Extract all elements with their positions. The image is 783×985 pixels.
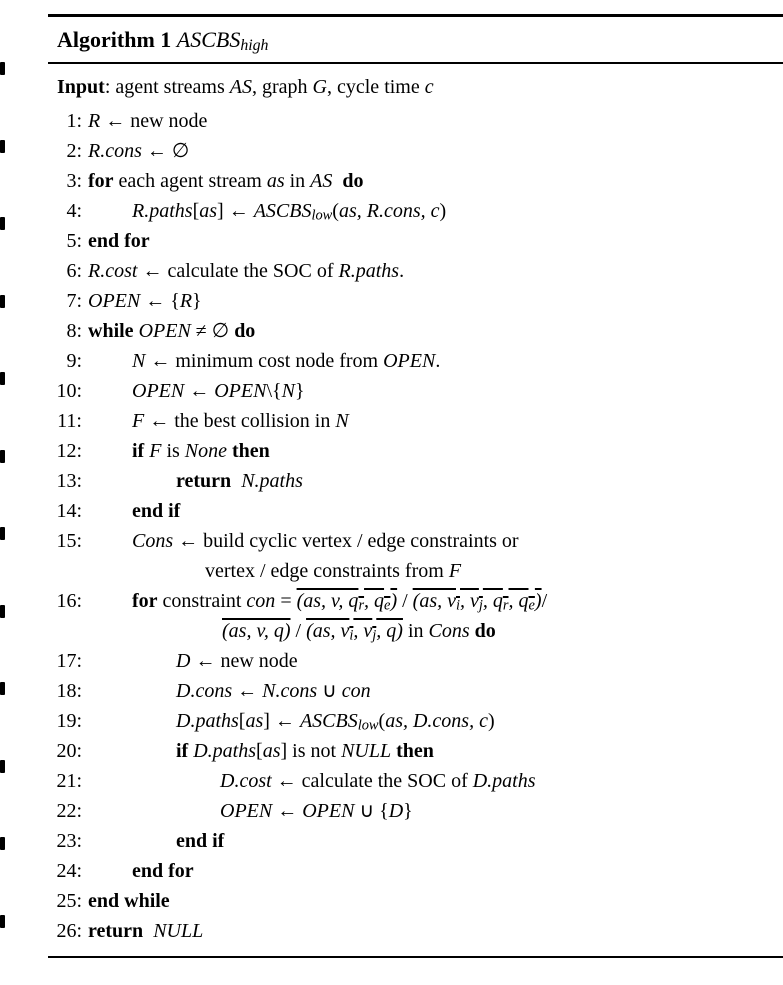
- text-segment: (as, v: [412, 590, 456, 612]
- text-segment: (as, v, q): [222, 620, 291, 642]
- text-segment: as: [199, 200, 218, 222]
- algorithm-line: [0, 766, 783, 796]
- line-content: [82, 830, 224, 852]
- text-segment: if: [132, 440, 150, 462]
- edge-glyph-fragment: [0, 915, 5, 928]
- text-segment: OPEN: [132, 380, 185, 402]
- text-segment: F: [448, 560, 462, 582]
- text-segment: NULL: [153, 920, 204, 942]
- line-number: 15:: [56, 530, 82, 552]
- text-segment: /: [397, 590, 413, 612]
- line-number: 12:: [56, 440, 82, 462]
- line-number: 26:: [56, 920, 82, 942]
- line-number: 6:: [66, 260, 82, 282]
- text-segment: Cons: [428, 620, 470, 642]
- text-segment: /: [541, 590, 548, 612]
- line-number: 17:: [56, 650, 82, 672]
- bottom-rule: [48, 956, 783, 958]
- text-segment: ← new node: [190, 650, 298, 672]
- algorithm-line: [0, 796, 783, 826]
- line-number: 20:: [56, 740, 82, 762]
- text-segment: ∪ {: [354, 800, 389, 822]
- text-segment: ← build cyclic vertex / edge constraints or: [173, 530, 519, 552]
- text-segment: e: [384, 597, 391, 614]
- line-content: [82, 590, 547, 612]
- text-segment: =: [275, 590, 297, 612]
- line-number: 21:: [56, 770, 82, 792]
- text-segment: low: [311, 207, 333, 224]
- edge-glyph-fragment: [0, 760, 5, 773]
- algorithm-line: [0, 376, 783, 406]
- text-segment: end if: [132, 500, 181, 522]
- algorithm-line: [0, 736, 783, 766]
- text-segment: ← new node: [100, 110, 208, 132]
- text-segment: ): [390, 590, 398, 612]
- line-content: [82, 200, 446, 222]
- text-segment: [: [238, 710, 246, 732]
- text-segment: ←: [272, 800, 303, 822]
- line-content: [82, 800, 413, 822]
- text-segment: as, D.cons, c: [385, 710, 488, 732]
- text-segment: .: [435, 350, 441, 372]
- text-segment: R: [88, 110, 101, 132]
- line-content: [82, 110, 207, 132]
- algorithm-line: [0, 166, 783, 196]
- text-segment: [143, 920, 153, 942]
- text-segment: (: [332, 200, 339, 222]
- line-number: 7:: [66, 290, 82, 312]
- line-content: [82, 530, 519, 552]
- text-segment: ASCBS: [176, 27, 241, 52]
- text-segment: R.paths: [338, 260, 400, 282]
- text-segment: constraint: [157, 590, 247, 612]
- algorithm-title: [48, 23, 783, 57]
- text-segment: , q): [376, 620, 403, 642]
- line-number: 16:: [56, 590, 82, 612]
- text-segment: ] ←: [217, 200, 254, 222]
- line-number: 9:: [66, 350, 82, 372]
- overlined-math-group: [222, 620, 291, 642]
- text-segment: j: [478, 597, 483, 614]
- text-segment: ← calculate the SOC of: [137, 260, 339, 282]
- text-segment: end while: [88, 890, 170, 912]
- algorithm-line: [0, 646, 783, 676]
- text-segment: return: [88, 920, 144, 942]
- overlined-math-group: [413, 590, 542, 612]
- text-segment: , cycle time: [327, 76, 425, 98]
- text-segment: Input: [57, 76, 105, 98]
- text-segment: con: [341, 680, 371, 702]
- line-content: [82, 560, 461, 582]
- text-segment: Cons: [132, 530, 174, 552]
- text-segment: D.cost: [220, 770, 272, 792]
- text-segment: }: [192, 290, 202, 312]
- text-segment: G: [312, 76, 327, 98]
- algorithm-line: [0, 316, 783, 346]
- text-segment: N: [281, 380, 295, 402]
- text-segment: OPEN: [302, 800, 355, 822]
- text-segment: N: [132, 350, 146, 372]
- text-segment: D.paths: [176, 710, 239, 732]
- line-content: [82, 650, 298, 672]
- line-content: [82, 140, 189, 162]
- algorithm-line-continuation: [0, 616, 783, 646]
- algorithm-line: [0, 286, 783, 316]
- line-content: [82, 350, 440, 372]
- text-segment: .: [399, 260, 405, 282]
- text-segment: c: [424, 76, 434, 98]
- text-segment: do: [342, 170, 364, 192]
- text-segment: ← minimum cost node from: [145, 350, 384, 372]
- text-segment: as, R.cons, c: [338, 200, 440, 222]
- algorithm-line: [0, 496, 783, 526]
- text-segment: end for: [132, 860, 194, 882]
- algorithm-line: [0, 346, 783, 376]
- line-content: [82, 680, 371, 702]
- line-content: [82, 440, 270, 462]
- text-segment: OPEN: [88, 290, 141, 312]
- text-segment: \{: [266, 380, 282, 402]
- text-segment: N.paths: [241, 470, 303, 492]
- text-segment: end for: [88, 230, 150, 252]
- text-segment: ≠ ∅: [190, 320, 235, 342]
- text-segment: ←: [232, 680, 263, 702]
- text-segment: }: [403, 800, 413, 822]
- text-segment: high: [240, 36, 269, 54]
- algorithm-line: [0, 466, 783, 496]
- algorithm-line-continuation: [0, 556, 783, 586]
- text-segment: None: [184, 440, 227, 462]
- text-segment: F: [149, 440, 162, 462]
- text-segment: ): [534, 590, 542, 612]
- text-segment: D: [388, 800, 404, 822]
- text-segment: as: [245, 710, 264, 732]
- text-segment: as: [262, 740, 281, 762]
- text-segment: each agent stream: [113, 170, 267, 192]
- algorithm-line: [0, 706, 783, 736]
- text-segment: then: [232, 440, 270, 462]
- line-number: 25:: [56, 890, 82, 912]
- algorithm-line: [0, 196, 783, 226]
- title-rule: [48, 62, 783, 64]
- text-segment: , q: [364, 590, 385, 612]
- text-segment: then: [396, 740, 434, 762]
- algorithm-line: [0, 106, 783, 136]
- line-number: 13:: [56, 470, 82, 492]
- line-content: [82, 890, 170, 912]
- edge-glyph-fragment: [0, 450, 5, 463]
- edge-glyph-fragment: [0, 62, 5, 75]
- text-segment: , q: [482, 590, 503, 612]
- line-number: 23:: [56, 830, 82, 852]
- overlined-math-group: [306, 620, 403, 642]
- line-content: [82, 710, 495, 732]
- text-segment: if: [176, 740, 194, 762]
- edge-glyph-fragment: [0, 527, 5, 540]
- line-number: 5:: [66, 230, 82, 252]
- line-number: 1:: [66, 110, 82, 132]
- text-segment: [332, 170, 342, 192]
- text-segment: OPEN: [220, 800, 273, 822]
- text-segment: Algorithm 1: [57, 27, 177, 52]
- text-segment: , q: [508, 590, 529, 612]
- text-segment: ← ∅: [141, 140, 190, 162]
- text-segment: e: [528, 597, 535, 614]
- text-segment: : agent streams: [104, 76, 230, 98]
- text-segment: /: [290, 620, 307, 642]
- line-content: [82, 500, 180, 522]
- text-segment: end if: [176, 830, 225, 852]
- text-segment: AS: [310, 170, 333, 192]
- algorithm-line: [0, 916, 783, 946]
- text-segment: , v: [353, 620, 373, 642]
- line-content: [82, 380, 305, 402]
- line-content: [82, 920, 203, 942]
- line-content: [82, 170, 364, 192]
- line-number: 10:: [56, 380, 82, 402]
- algorithm-line: [0, 436, 783, 466]
- text-segment: ]: [280, 740, 288, 762]
- text-segment: ∪: [317, 680, 342, 702]
- edge-glyph-fragment: [0, 295, 5, 308]
- line-number: 14:: [56, 500, 82, 522]
- text-segment: D.paths: [472, 770, 536, 792]
- algorithm-line: [0, 226, 783, 256]
- text-segment: R: [179, 290, 193, 312]
- algorithm-line: [0, 136, 783, 166]
- line-number: 3:: [66, 170, 82, 192]
- line-number: 11:: [57, 410, 82, 432]
- line-number: 19:: [56, 710, 82, 732]
- text-segment: , graph: [252, 76, 313, 98]
- text-segment: [: [192, 200, 200, 222]
- text-segment: F: [132, 410, 145, 432]
- text-segment: ): [439, 200, 447, 222]
- text-segment: while: [88, 320, 139, 342]
- line-content: [82, 410, 349, 432]
- text-segment: in: [402, 620, 429, 642]
- line-content: [82, 620, 496, 642]
- text-segment: as: [266, 170, 285, 192]
- text-segment: (as, v, q: [296, 590, 359, 612]
- text-segment: ← {: [140, 290, 180, 312]
- text-segment: r: [358, 597, 365, 614]
- text-segment: D.paths: [193, 740, 257, 762]
- text-segment: for: [132, 590, 158, 612]
- text-segment: N.cons: [262, 680, 318, 702]
- text-segment: ← the best collision in: [144, 410, 336, 432]
- text-segment: is not: [287, 740, 342, 762]
- edge-glyph-fragment: [0, 140, 5, 153]
- text-segment: vertex / edge constraints from: [205, 560, 449, 582]
- line-content: [82, 260, 404, 282]
- line-content: [82, 290, 202, 312]
- text-segment: (as, v: [306, 620, 350, 642]
- edge-glyph-fragment: [0, 372, 5, 385]
- algorithm-line: [0, 856, 783, 886]
- text-segment: do: [474, 620, 496, 642]
- text-segment: ←: [184, 380, 215, 402]
- line-content: [82, 740, 434, 762]
- text-segment: D: [176, 650, 191, 672]
- text-segment: N: [335, 410, 349, 432]
- text-segment: ): [487, 710, 495, 732]
- algorithm-line: [0, 886, 783, 916]
- line-content: [82, 770, 536, 792]
- top-rule: [48, 14, 783, 17]
- algorithm-line: [0, 676, 783, 706]
- line-number: 24:: [56, 860, 82, 882]
- text-segment: is: [161, 440, 185, 462]
- algorithm-line: [0, 256, 783, 286]
- algorithm-line: [0, 526, 783, 556]
- text-segment: i: [456, 597, 460, 614]
- text-segment: con: [246, 590, 276, 612]
- line-content: [82, 860, 194, 882]
- line-content: [82, 230, 150, 252]
- line-number: 2:: [66, 140, 82, 162]
- algorithm-line: [0, 826, 783, 856]
- text-segment: ASCBS: [253, 200, 312, 222]
- text-segment: do: [234, 320, 256, 342]
- text-segment: ASCBS: [299, 710, 358, 732]
- line-number: 22:: [56, 800, 82, 822]
- edge-glyph-fragment: [0, 837, 5, 850]
- text-segment: r: [502, 597, 509, 614]
- edge-glyph-fragment: [0, 605, 5, 618]
- text-segment: R.cons: [88, 140, 142, 162]
- text-segment: j: [372, 627, 377, 644]
- line-content: [82, 470, 303, 492]
- algorithm-body: [0, 106, 783, 946]
- edge-glyph-fragment: [0, 217, 5, 230]
- text-segment: in: [284, 170, 311, 192]
- algorithm-input: [48, 72, 783, 102]
- text-segment: OPEN: [383, 350, 436, 372]
- text-segment: , v: [460, 590, 479, 612]
- edge-glyph-fragment: [0, 682, 5, 695]
- text-segment: i: [349, 627, 354, 644]
- text-segment: NULL: [341, 740, 392, 762]
- text-segment: AS: [229, 76, 252, 98]
- line-content: [82, 320, 255, 342]
- text-segment: [231, 470, 241, 492]
- line-number: 18:: [56, 680, 82, 702]
- algorithm-line: [0, 586, 783, 616]
- text-segment: R.paths: [132, 200, 193, 222]
- text-segment: OPEN: [214, 380, 267, 402]
- text-segment: }: [294, 380, 305, 402]
- text-segment: [: [256, 740, 263, 762]
- text-segment: R.cost: [88, 260, 138, 282]
- line-number: 8:: [66, 320, 82, 342]
- overlined-math-group: [297, 590, 398, 612]
- text-segment: low: [357, 717, 379, 734]
- text-segment: D.cons: [176, 680, 233, 702]
- text-segment: for: [88, 170, 114, 192]
- text-segment: (: [378, 710, 386, 732]
- text-segment: ] ←: [263, 710, 300, 732]
- text-segment: ← calculate the SOC of: [271, 770, 473, 792]
- text-segment: return: [176, 470, 232, 492]
- text-segment: OPEN: [138, 320, 191, 342]
- line-number: 4:: [66, 200, 82, 222]
- algorithm-line: [0, 406, 783, 436]
